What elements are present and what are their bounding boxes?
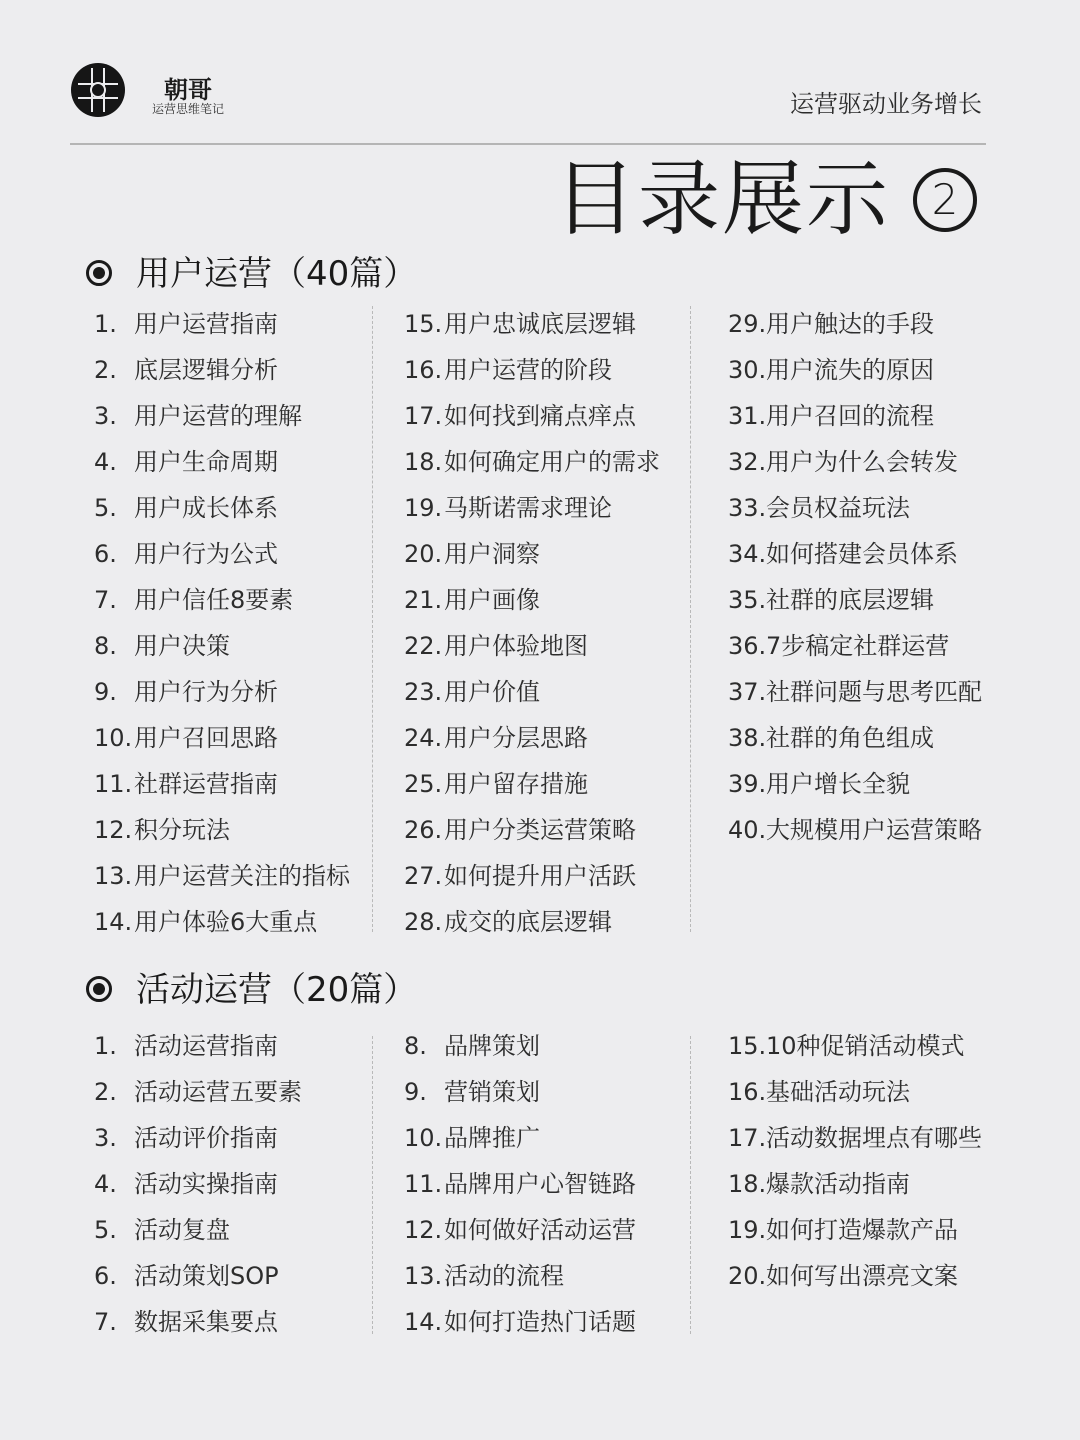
brand-logo-icon <box>70 62 126 118</box>
item-number: 23. <box>404 678 443 706</box>
item-number: 28. <box>404 908 443 936</box>
item-number: 13. <box>94 862 133 890</box>
item-title: 如何写出漂亮文案 <box>766 1262 958 1290</box>
item-title: 大规模用户运营策略 <box>766 816 982 844</box>
item-title: 用户运营关注的指标 <box>134 862 350 890</box>
item-number: 2. <box>94 356 117 384</box>
item-number: 17. <box>404 402 443 430</box>
item-title: 如何提升用户活跃 <box>444 862 636 890</box>
item-title: 活动实操指南 <box>134 1170 278 1198</box>
item-number: 4. <box>94 448 117 476</box>
item-title: 品牌用户心智链路 <box>444 1170 636 1198</box>
item-title: 活动运营五要素 <box>134 1078 302 1106</box>
item-title: 用户决策 <box>134 632 230 660</box>
item-number: 6. <box>94 540 117 568</box>
item-number: 8. <box>94 632 117 660</box>
item-number: 8. <box>404 1032 427 1060</box>
item-title: 活动的流程 <box>444 1262 564 1290</box>
item-title: 社群的底层逻辑 <box>766 586 934 614</box>
item-title: 用户运营的理解 <box>134 402 302 430</box>
item-title: 活动评价指南 <box>134 1124 278 1152</box>
item-number: 14. <box>404 1308 443 1336</box>
item-number: 17. <box>728 1124 767 1152</box>
item-number: 16. <box>404 356 443 384</box>
item-number: 32. <box>728 448 767 476</box>
tagline: 运营驱动业务增长 <box>790 90 982 118</box>
item-title: 用户召回思路 <box>134 724 278 752</box>
item-title: 用户行为公式 <box>134 540 278 568</box>
item-number: 12. <box>404 1216 443 1244</box>
item-title: 会员权益玩法 <box>766 494 910 522</box>
item-number: 19. <box>404 494 443 522</box>
item-title: 社群的角色组成 <box>766 724 934 752</box>
column-divider <box>690 1036 691 1334</box>
item-number: 22. <box>404 632 443 660</box>
item-title: 如何打造爆款产品 <box>766 1216 958 1244</box>
item-title: 社群运营指南 <box>134 770 278 798</box>
item-title: 用户运营的阶段 <box>444 356 612 384</box>
item-number: 9. <box>404 1078 427 1106</box>
item-number: 5. <box>94 494 117 522</box>
title-number-badge: 2 <box>913 168 977 232</box>
item-title: 营销策划 <box>444 1078 540 1106</box>
item-title: 如何搭建会员体系 <box>766 540 958 568</box>
item-number: 18. <box>728 1170 767 1198</box>
item-number: 37. <box>728 678 767 706</box>
column-divider <box>372 306 373 932</box>
item-number: 9. <box>94 678 117 706</box>
item-title: 活动运营指南 <box>134 1032 278 1060</box>
item-title: 用户信任8要素 <box>134 586 294 614</box>
item-title: 用户行为分析 <box>134 678 278 706</box>
item-title: 如何打造热门话题 <box>444 1308 636 1336</box>
item-number: 40. <box>728 816 767 844</box>
item-title: 7步稿定社群运营 <box>766 632 950 660</box>
item-number: 24. <box>404 724 443 752</box>
item-title: 活动策划SOP <box>134 1262 279 1290</box>
item-title: 品牌推广 <box>444 1124 540 1152</box>
item-number: 26. <box>404 816 443 844</box>
item-title: 10种促销活动模式 <box>766 1032 965 1060</box>
header <box>70 62 986 122</box>
item-number: 10. <box>404 1124 443 1152</box>
item-title: 积分玩法 <box>134 816 230 844</box>
column-divider <box>372 1036 373 1334</box>
item-number: 11. <box>404 1170 443 1198</box>
item-title: 活动数据埋点有哪些 <box>766 1124 982 1152</box>
column-divider <box>690 306 691 932</box>
item-number: 38. <box>728 724 767 752</box>
item-number: 20. <box>728 1262 767 1290</box>
item-number: 21. <box>404 586 443 614</box>
item-number: 1. <box>94 1032 117 1060</box>
item-number: 19. <box>728 1216 767 1244</box>
item-number: 14. <box>94 908 133 936</box>
item-number: 3. <box>94 1124 117 1152</box>
item-number: 5. <box>94 1216 117 1244</box>
item-number: 2. <box>94 1078 117 1106</box>
item-number: 25. <box>404 770 443 798</box>
item-title: 基础活动玩法 <box>766 1078 910 1106</box>
item-title: 用户成长体系 <box>134 494 278 522</box>
item-title: 用户生命周期 <box>134 448 278 476</box>
item-title: 用户体验地图 <box>444 632 588 660</box>
item-title: 用户分类运营策略 <box>444 816 636 844</box>
item-number: 39. <box>728 770 767 798</box>
item-title: 活动复盘 <box>134 1216 230 1244</box>
item-title: 社群问题与思考匹配 <box>766 678 982 706</box>
item-number: 11. <box>94 770 133 798</box>
item-number: 20. <box>404 540 443 568</box>
item-number: 1. <box>94 310 117 338</box>
item-title: 成交的底层逻辑 <box>444 908 612 936</box>
item-title: 用户流失的原因 <box>766 356 934 384</box>
item-title: 用户增长全貌 <box>766 770 910 798</box>
item-title: 马斯诺需求理论 <box>444 494 612 522</box>
item-number: 15. <box>728 1032 767 1060</box>
item-title: 用户留存措施 <box>444 770 588 798</box>
item-title: 如何确定用户的需求 <box>444 448 660 476</box>
item-number: 4. <box>94 1170 117 1198</box>
item-number: 35. <box>728 586 767 614</box>
item-title: 用户运营指南 <box>134 310 278 338</box>
header-divider <box>70 143 986 145</box>
section-title: 活动运营（20篇） <box>136 970 418 1010</box>
item-title: 用户价值 <box>444 678 540 706</box>
item-title: 用户为什么会转发 <box>766 448 958 476</box>
item-number: 13. <box>404 1262 443 1290</box>
item-title: 数据采集要点 <box>134 1308 278 1336</box>
item-title: 用户体验6大重点 <box>134 908 318 936</box>
item-title: 用户画像 <box>444 586 540 614</box>
item-number: 36. <box>728 632 767 660</box>
item-number: 31. <box>728 402 767 430</box>
brand-name: 朝哥 <box>164 76 212 104</box>
item-number: 3. <box>94 402 117 430</box>
item-number: 10. <box>94 724 133 752</box>
item-title: 品牌策划 <box>444 1032 540 1060</box>
item-number: 29. <box>728 310 767 338</box>
item-title: 用户忠诚底层逻辑 <box>444 310 636 338</box>
item-title: 如何做好活动运营 <box>444 1216 636 1244</box>
item-number: 12. <box>94 816 133 844</box>
item-number: 33. <box>728 494 767 522</box>
item-title: 如何找到痛点痒点 <box>444 402 636 430</box>
item-title: 爆款活动指南 <box>766 1170 910 1198</box>
item-number: 16. <box>728 1078 767 1106</box>
item-number: 7. <box>94 586 117 614</box>
item-number: 34. <box>728 540 767 568</box>
item-title: 底层逻辑分析 <box>134 356 278 384</box>
item-number: 18. <box>404 448 443 476</box>
item-title: 用户洞察 <box>444 540 540 568</box>
radio-bullet-icon <box>86 976 112 1002</box>
item-number: 7. <box>94 1308 117 1336</box>
item-title: 用户召回的流程 <box>766 402 934 430</box>
item-number: 27. <box>404 862 443 890</box>
radio-bullet-icon <box>86 260 112 286</box>
item-number: 6. <box>94 1262 117 1290</box>
brand-subtitle: 运营思维笔记 <box>152 102 225 116</box>
item-title: 用户触达的手段 <box>766 310 934 338</box>
item-number: 15. <box>404 310 443 338</box>
section-title: 用户运营（40篇） <box>136 254 418 294</box>
item-title: 用户分层思路 <box>444 724 588 752</box>
page-title-text: 目录展示 <box>553 152 890 247</box>
item-number: 30. <box>728 356 767 384</box>
